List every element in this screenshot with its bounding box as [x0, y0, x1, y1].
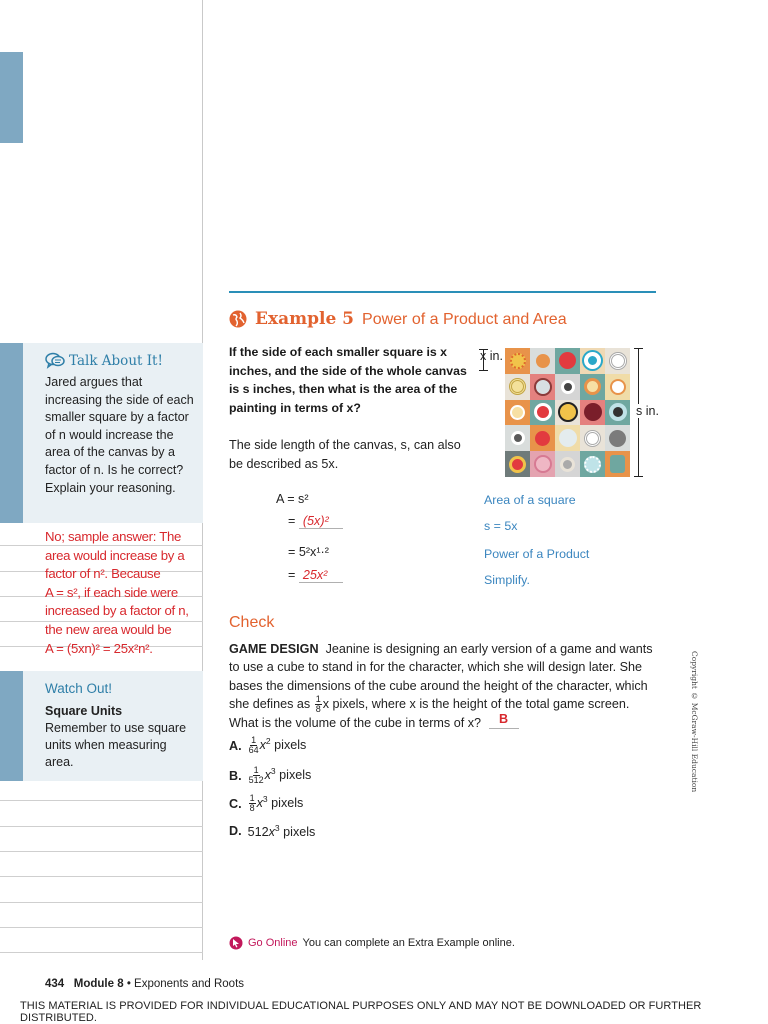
painting-tile [580, 348, 605, 374]
example-question: If the side of each smaller square is x inches, and the side of the whole canvas is s inches, then what is the area of the painting in terms of x? [229, 345, 467, 415]
choice-letter: C. [229, 796, 242, 811]
painting-tile [530, 374, 555, 400]
step-4-note: Simplify. [484, 573, 530, 587]
painting-tile [605, 400, 630, 426]
painting-canvas [505, 348, 630, 477]
painting-tile [580, 451, 605, 477]
choice-letter: D. [229, 824, 242, 839]
painting-tile [530, 451, 555, 477]
step-2-equation: = (5x)² [288, 514, 343, 529]
painting-tile [555, 425, 580, 451]
answer-line-3: factor of n². Because [45, 566, 161, 582]
watch-out-subtitle: Square Units [45, 704, 123, 718]
painting-tile [555, 374, 580, 400]
go-online-link[interactable] [229, 936, 515, 950]
painting-tile [605, 451, 630, 477]
painting-tile [605, 374, 630, 400]
painting-tile [505, 451, 530, 477]
step-1-note: Area of a square [484, 493, 576, 507]
go-online-label[interactable]: Go Online [248, 937, 298, 949]
copyright-notice: Copyright © McGraw-Hill Education [690, 651, 699, 793]
choice-a[interactable] [229, 736, 306, 755]
step-4-answer-blank [299, 568, 343, 583]
distribution-disclaimer: THIS MATERIAL IS PROVIDED FOR INDIVIDUAL EDUCATIONAL PURPOSES ONLY AND MAY NOT BE DOWNLOADED OR FURTHER DISTRIBUTED. [20, 1000, 702, 1024]
watch-out-text: Remember to use square units when measuring area. [45, 721, 187, 769]
step-4-equation: = 25x² [288, 568, 343, 583]
painting-tile [605, 348, 630, 374]
s-dimension-cap-bottom [634, 476, 643, 477]
example-heading [229, 309, 567, 329]
s-dimension-label: s in. [636, 404, 659, 418]
x-dimension-cap-bottom [479, 370, 488, 371]
choice-letter: A. [229, 738, 242, 753]
check-text-before: Jeanine is designing an early version of a game and wants to use a cube to stand in for the character, which she will design later. She bases the dimensions of the cube around the height of the character, which she defines as [229, 642, 653, 711]
talk-about-it-title [45, 352, 163, 369]
talk-sample-answer [45, 528, 203, 658]
talk-box-bar [0, 343, 23, 523]
section-tab-marker [0, 52, 23, 143]
watch-out-title: Watch Out! [45, 681, 113, 696]
page-footer: 434 Module 8 • Exponents and Roots [45, 978, 245, 990]
example-label: Example 5 [255, 309, 355, 329]
check-lead: GAME DESIGN [229, 642, 319, 656]
example-paragraph: The side length of the canvas, s, can also be described as 5x. [229, 438, 461, 471]
choice-letter: B. [229, 768, 242, 783]
x-dimension-label: x in. [480, 349, 503, 363]
check-answer-blank: B [489, 710, 519, 729]
step-3-note: Power of a Product [484, 547, 590, 561]
answer-line-4: A = s², if each side were [45, 584, 178, 600]
painting-tile [580, 374, 605, 400]
painting-tile [555, 451, 580, 477]
painting-tile [580, 400, 605, 426]
painting-tile [530, 425, 555, 451]
step-1-equation: A = s² [276, 492, 309, 506]
answer-line-7: A = (5xn)² = 25x²n². [45, 640, 153, 656]
globe-icon [229, 310, 247, 328]
painting-tile [605, 425, 630, 451]
talk-title-text: Talk About It! [69, 352, 163, 369]
choice-expression: $512x^3$ pixels [247, 823, 316, 840]
fraction-one-eighth: $\frac{1}{8}$ [315, 694, 321, 715]
choice-b[interactable] [229, 766, 311, 785]
step-2-answer: (5x)² [302, 514, 329, 528]
watch-box-bar [0, 671, 23, 781]
choice-expression: $\frac{1}{64}$ $x^2$ pixels [248, 735, 307, 756]
painting-tile [505, 400, 530, 426]
painting-tile [530, 400, 555, 426]
painting-tile [555, 348, 580, 374]
check-text-after: x pixels, where x is the height of the total game screen. What is the volume of the cube in terms of x? [229, 696, 630, 731]
painting-tile [530, 348, 555, 374]
module-topic: Exponents and Roots [134, 978, 245, 990]
answer-line-2: area would increase by a [45, 547, 185, 563]
talk-about-it-text: Jared argues that increasing the side of each smaller square by a factor of n would increase the area of the canvas by a factor of n. Is he correct? Explain your reasoning. [45, 375, 194, 495]
check-problem [229, 640, 656, 733]
example-top-rule [229, 291, 656, 293]
choice-expression: $\frac{1}{512}$ $x^3$ pixels [248, 765, 312, 786]
answer-line-1: No; sample answer: The [45, 529, 182, 544]
painting-tile [555, 400, 580, 426]
choice-d[interactable] [229, 823, 315, 839]
page-number: 434 [45, 978, 65, 990]
step-4-answer: 25x² [302, 568, 328, 582]
step-3-equation: = 5²x¹·² [288, 545, 329, 559]
check-heading: Check [229, 614, 275, 631]
module-label: Module 8 [73, 978, 124, 990]
painting-tile [505, 425, 530, 451]
painting-tile [505, 348, 530, 374]
answer-line-6: the new area would be [45, 621, 172, 637]
answer-line-5: increased by a factor of n, [45, 603, 189, 619]
painting-tile [505, 374, 530, 400]
choice-c[interactable] [229, 794, 303, 813]
step-2-note: s = 5x [484, 519, 518, 533]
speech-bubbles-icon [45, 352, 65, 369]
step-2-answer-blank [299, 514, 343, 529]
cursor-click-icon [229, 936, 243, 950]
painting-tile [580, 425, 605, 451]
choice-expression: $\frac{1}{8}$ $x^3$ pixels [249, 793, 304, 814]
go-online-text: You can complete an Extra Example online. [302, 937, 515, 949]
example-title: Power of a Product and Area [362, 311, 567, 328]
